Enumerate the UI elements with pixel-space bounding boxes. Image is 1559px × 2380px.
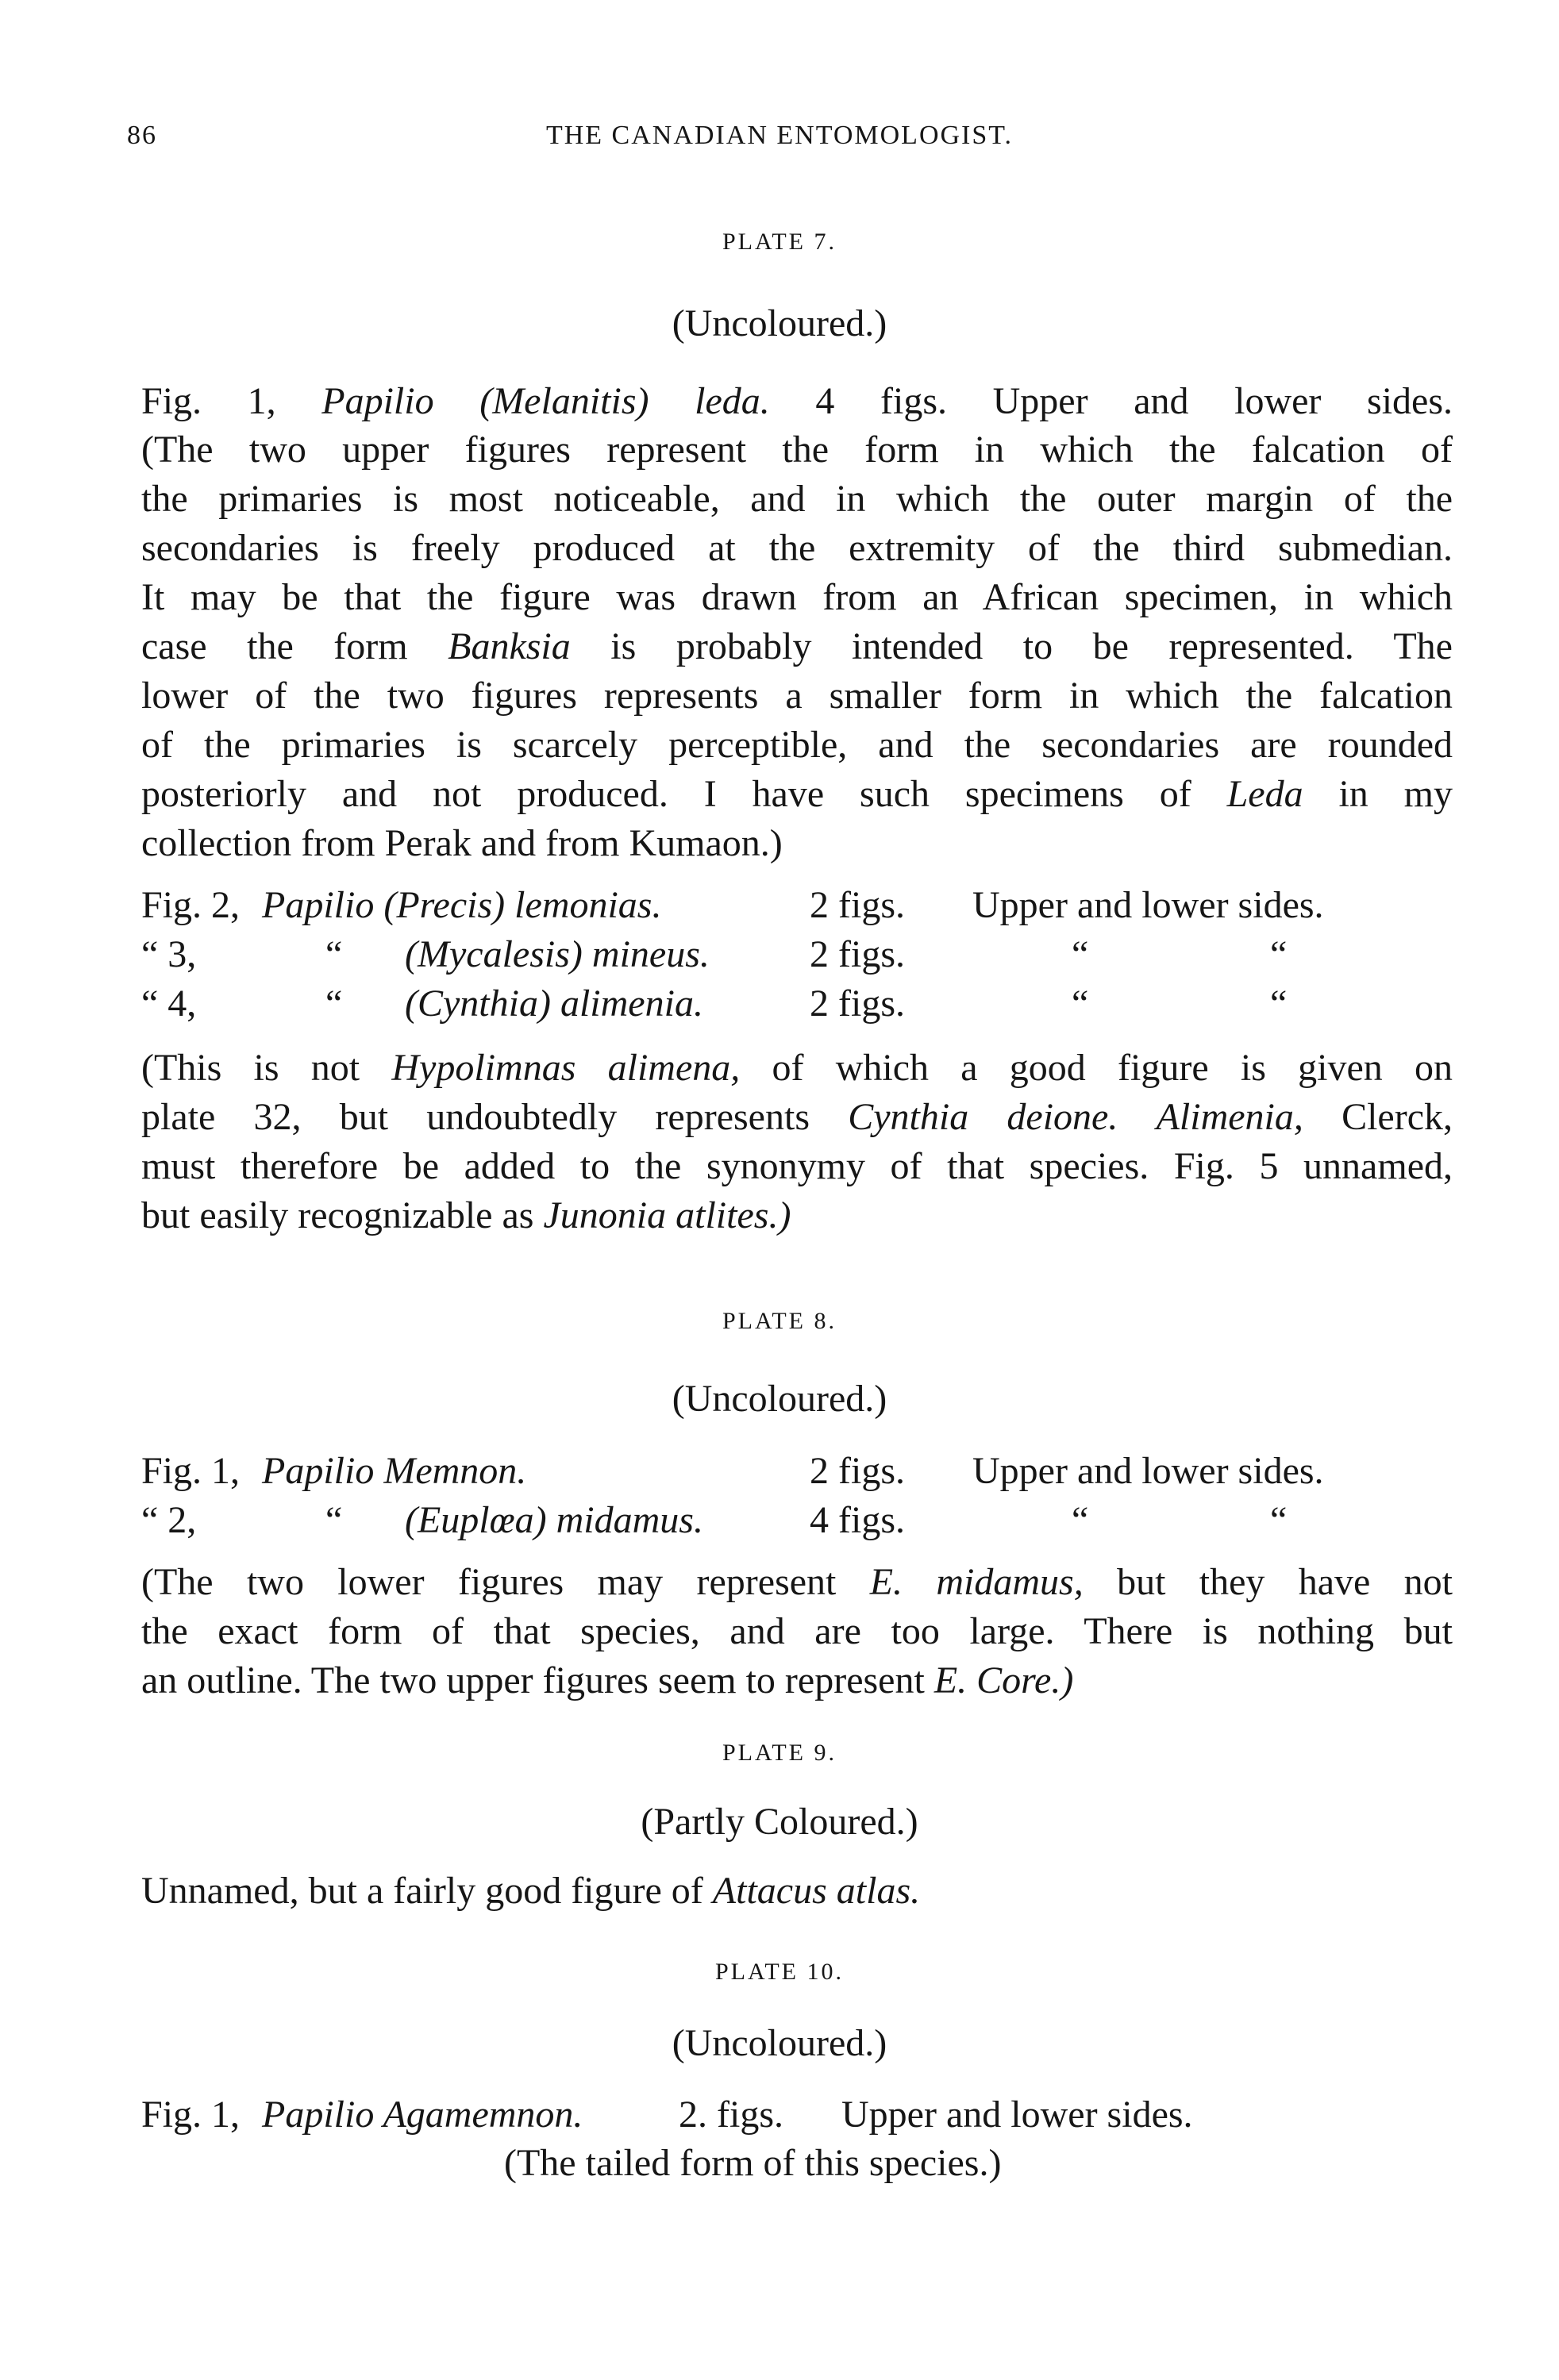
plate-7-para-1-line: lower of the two figures represents a smaller form in which the falcation xyxy=(141,675,1453,717)
plate-7-fig-1: Fig. 1, Papilio (Melanitis) leda. 4 figs. Upper and lower sides. xyxy=(141,380,1453,422)
ditto-mark: “ xyxy=(1072,982,1089,1025)
plate-7-para-1-line: posteriorly and not produced. I have such specimens of Leda in my xyxy=(141,773,1453,815)
ditto-mark: “ xyxy=(1072,1499,1089,1541)
ditto-mark: “ xyxy=(325,982,343,1025)
plate-7-fig-4-label: “ 4, xyxy=(141,982,197,1025)
plate-7-para-2-line: must therefore be added to the synonymy of that species. Fig. 5 unnamed, xyxy=(141,1145,1453,1187)
plate-10-tail-note: (The tailed form of this species.) xyxy=(504,2142,1002,2184)
plate-7-para-1-line: of the primaries is scarcely perceptible, and the secondaries are rounded xyxy=(141,724,1453,766)
species-name: Papilio (Melanitis) leda. xyxy=(321,380,770,422)
plate-7-fig-2-sides: Upper and lower sides. xyxy=(972,884,1324,926)
plate-8-fig-2-count: 4 figs. xyxy=(810,1499,905,1541)
plate-7-note: (Uncoloured.) xyxy=(672,302,887,344)
plate-7-fig-2-label: Fig. 2, xyxy=(141,884,241,926)
plate-7-para-2-line: but easily recognizable as Junonia atlites.) xyxy=(141,1194,791,1236)
plate-8-heading: PLATE 8. xyxy=(722,1308,837,1334)
plate-7-para-1-line: secondaries is freely produced at the extremity of the third submedian. xyxy=(141,527,1453,569)
ditto-mark: “ xyxy=(325,1499,343,1541)
ditto-mark: “ xyxy=(325,933,343,975)
plate-10-fig-1-sides: Upper and lower sides. xyxy=(841,2094,1193,2136)
plate-7-fig-4-species: (Cynthia) alimenia. xyxy=(405,982,703,1025)
plate-7-fig-3-species: (Mycalesis) mineus. xyxy=(405,933,710,975)
plate-7-para-1-line: case the form Banksia is probably intended to be represented. The xyxy=(141,625,1453,667)
plate-7-para-1-line: collection from Perak and from Kumaon.) xyxy=(141,822,783,864)
plate-8-para-line: an outline. The two upper figures seem to represent E. Core.) xyxy=(141,1659,1074,1701)
plate-7-fig-2-species: Papilio (Precis) lemonias. xyxy=(262,884,662,926)
plate-7-para-2-line: plate 32, but undoubtedly represents Cynthia deione. Alimenia, Clerck, xyxy=(141,1096,1453,1138)
ditto-mark: “ xyxy=(1072,933,1089,975)
plate-8-para-line: the exact form of that species, and are too large. There is nothing but xyxy=(141,1610,1453,1652)
plate-7-para-1-line: (The two upper figures represent the form in which the falcation of xyxy=(141,429,1453,471)
plate-7-fig-2-count: 2 figs. xyxy=(810,884,905,926)
plate-7-para-1-line: the primaries is most noticeable, and in which the outer margin of the xyxy=(141,478,1453,520)
plate-8-fig-1-sides: Upper and lower sides. xyxy=(972,1450,1324,1492)
plate-7-fig-3-count: 2 figs. xyxy=(810,933,905,975)
plate-8-fig-1-species: Papilio Memnon. xyxy=(262,1450,527,1492)
page-number: 86 xyxy=(127,121,157,150)
plate-7-heading: PLATE 7. xyxy=(722,229,837,255)
plate-9-text: Unnamed, but a fairly good figure of Attacus atlas. xyxy=(141,1870,921,1912)
plate-10-note: (Uncoloured.) xyxy=(672,2022,887,2064)
plate-8-fig-1-label: Fig. 1, xyxy=(141,1450,241,1492)
plate-8-para-line: (The two lower figures may represent E. midamus, but they have not xyxy=(141,1561,1453,1603)
plate-10-fig-1-species: Papilio Agamemnon. xyxy=(262,2094,583,2136)
plate-8-fig-1-count: 2 figs. xyxy=(810,1450,905,1492)
plate-7-para-2-line: (This is not Hypolimnas alimena, of which a good figure is given on xyxy=(141,1047,1453,1089)
plate-10-fig-1-count: 2. figs. xyxy=(679,2094,783,2136)
plate-10-heading: PLATE 10. xyxy=(715,1959,844,1985)
running-title: THE CANADIAN ENTOMOLOGIST. xyxy=(545,121,1014,150)
plate-8-fig-2-species: (Euplœa) midamus. xyxy=(405,1499,703,1541)
plate-7-fig-4-count: 2 figs. xyxy=(810,982,905,1025)
plate-7-para-1-line: It may be that the figure was drawn from an African specimen, in which xyxy=(141,576,1453,618)
plate-9-heading: PLATE 9. xyxy=(722,1740,837,1766)
ditto-mark: “ xyxy=(1270,1499,1288,1541)
ditto-mark: “ xyxy=(1270,982,1288,1025)
plate-10-fig-1-label: Fig. 1, xyxy=(141,2094,241,2136)
plate-9-note: (Partly Coloured.) xyxy=(641,1801,918,1843)
ditto-mark: “ xyxy=(1270,933,1288,975)
plate-7-fig-3-label: “ 3, xyxy=(141,933,197,975)
plate-8-fig-2-label: “ 2, xyxy=(141,1499,197,1541)
plate-8-note: (Uncoloured.) xyxy=(672,1378,887,1420)
